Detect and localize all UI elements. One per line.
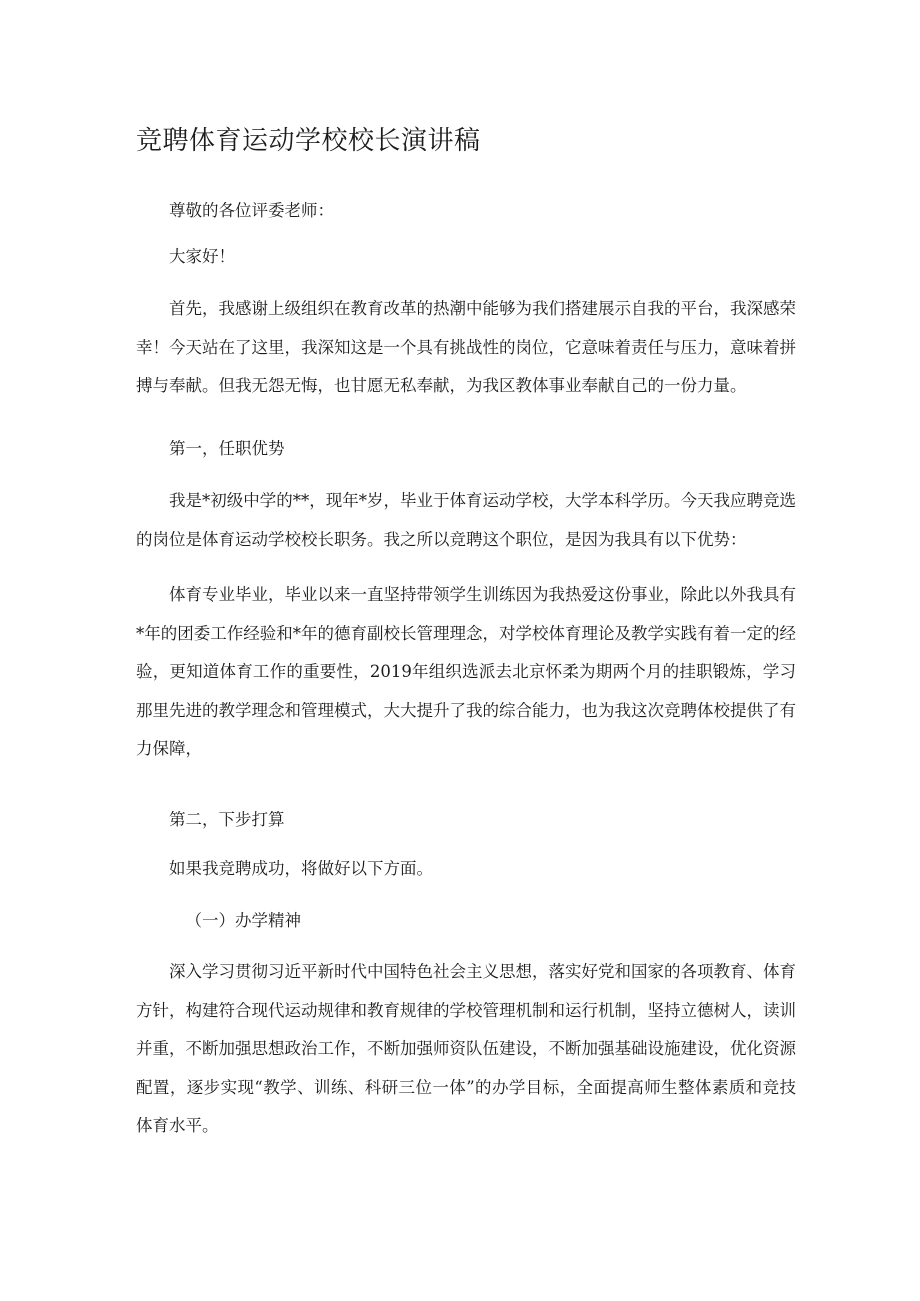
experience-paragraph: 体育专业毕业，毕业以来一直坚持带领学生训练因为我热爱这份事业，除此以外我具有*年的团委工作经验和*年的德育副校长管理理念，对学校体育理论及教学实践有着一定的经验，更知道体育工作的重要性，2019年组织选派去北京怀柔为期两个月的挂职锻炼，学习那里先进的教学理念和管理模式，大大提升了我的综合能力，也为我这次竞聘体校提供了有力保障，: [136, 585, 796, 758]
section-heading-advantages: 第一，任职优势: [169, 439, 285, 458]
document-title: 竞聘体育运动学校校长演讲稿: [136, 126, 481, 156]
background-paragraph: 我是*初级中学的**，现年*岁，毕业于体育运动学校，大学本科学历。今天我应聘竞选的岗位是体育运动学校校长职务。我之所以竞聘这个职位，是因为我具有以下优势：: [136, 491, 796, 549]
opening-paragraph: 首先，我感谢上级组织在教育改革的热潮中能够为我们搭建展示自我的平台，我深感荣幸！今天站在了这里，我深知这是一个具有挑战性的岗位，它意味着责任与压力，意味着拼搏与奉献。但我无怨无悔，也甘愿无私奉献，为我区教体事业奉献自己的一份力量。: [136, 299, 796, 395]
section-heading-plans: 第二，下步打算: [169, 810, 285, 829]
subsection-heading-school-spirit: （一）办学精神: [185, 911, 301, 930]
greeting-paragraph: 大家好！: [169, 247, 235, 266]
salutation-paragraph: 尊敬的各位评委老师：: [169, 201, 334, 220]
plans-intro-paragraph: 如果我竞聘成功，将做好以下方面。: [169, 859, 433, 878]
school-spirit-paragraph: 深入学习贯彻习近平新时代中国特色社会主义思想，落实好党和国家的各项教育、体育方针，构建符合现代运动规律和教育规律的学校管理机制和运行机制，坚持立德树人，读训并重，不断加强思想政治工作，不断加强师资队伍建设，不断加强基础设施建设，优化资源配置，逐步实现“教学、训练、科研三位一体”的办学目标，全面提高师生整体素质和竞技体育水平。: [136, 962, 796, 1135]
